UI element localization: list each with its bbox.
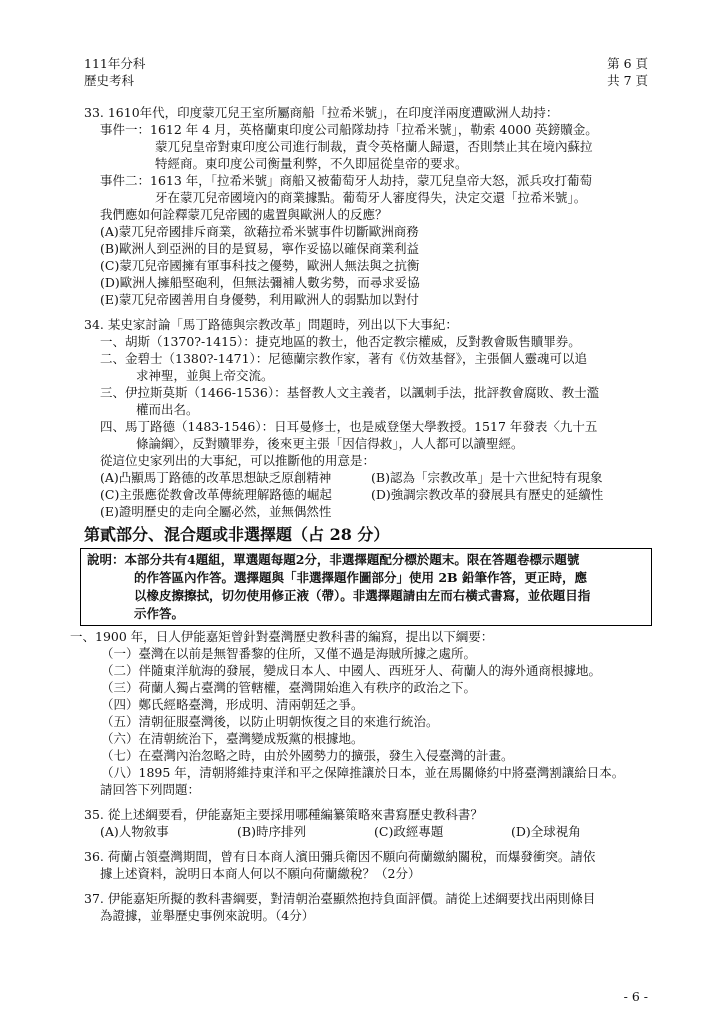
option-b[interactable]: (B)時序排列 [237,824,306,839]
question-stem: 34. 某史家討論「馬丁路德與宗教改革」問題時，列出以下大事紀： [84,317,458,332]
option-d[interactable]: (D)全球視角 [511,824,581,839]
timeline-item-cont: 權而出名。 [136,402,199,417]
header-left [84,55,145,89]
subject-name: 歷史考科 [84,73,135,88]
option-row [84,823,656,840]
page-number: 第 6 頁 [607,56,648,71]
question-stem-cont: 為證據，並舉歷史事例來說明。（4分） [100,908,315,923]
instructions-box [80,548,652,626]
question-stem: 37. 伊能嘉矩所擬的教科書綱要，對清朝治臺顯然抱持負面評價。請從上述綱要找出兩則條目 [84,891,596,906]
instructions-line: 以橡皮擦擦拭，切勿使用修正液（帶）。非選擇題請由左而右橫式書寫，並依題目指 [134,588,591,603]
question-prompt: 我們應如何詮釋蒙兀兒帝國的處置與歐洲人的反應？ [100,207,388,222]
instructions-line: 示作答。 [134,606,185,621]
page-footer-number: - 6 - [623,989,648,1004]
event-2-line: 事件二：1613 年，「拉希米號」商船又被葡萄牙人劫持，蒙兀兒皇帝大怒，派兵攻打葡萄 [100,173,593,188]
option-b[interactable]: (B)認為「宗教改革」是十六世紀特有現象 [371,470,603,485]
question-37 [84,890,656,924]
option-d[interactable]: (D)強調宗教改革的發展具有歷史的延續性 [371,487,604,502]
page-total: 共 7 頁 [607,73,648,88]
option-a[interactable]: (A)凸顯馬丁路德的改革思想缺乏原創精神 [100,470,332,485]
exam-year: 111年分科 [84,56,146,71]
question-stem-cont: 據上述資料，說明日本商人何以不願向荷蘭繳稅？（2分） [100,866,421,881]
timeline-item: 一、胡斯（1370?-1415）：捷克地區的教士，他否定教宗權威，反對教會販售贖罪券。 [100,334,581,349]
option-a[interactable]: (A)人物敘事 [100,824,169,839]
instructions-line: 的作答區內作答。選擇題與「非選擇題作圖部分」使用 2B 鉛筆作答，更正時，應 [134,570,587,585]
outline-item: （一）臺灣在以前是無智番黎的住所，又僅不過是海賊所據之處所。 [101,646,477,661]
option-c[interactable]: (C)蒙兀兒帝國擁有軍事科技之優勢，歐洲人無法與之抗衡 [100,258,420,273]
event-1-line: 事件一：1612 年 4 月，英格蘭東印度公司船隊劫持「拉希米號」，勒索 4000 英鎊贖金。 [100,122,598,137]
event-1-line: 蒙兀兒皇帝對東印度公司進行制裁，責令英格蘭人歸還，否則禁止其在境內蘇拉 [155,139,593,154]
outline-item: （八）1895 年，清朝將維持東洋和平之保障推讓於日本，並在馬關條約中將臺灣割讓給日本。 [101,765,625,780]
question-34 [84,316,656,520]
section-title: 第貳部分、混合題或非選擇題（占 28 分） [84,525,390,544]
timeline-item: 二、金碧士（1380?-1471）：尼德蘭宗教作家，著有《仿效基督》，主張個人靈魂可以追 [100,351,588,366]
page-content [70,104,656,924]
outline-item: （六）在清朝統治下，臺灣變成叛黨的根據地。 [101,731,364,746]
instructions-line: 說明：本部分共有4題組，單選題每題2分，非選擇題配分標於題末。限在答題卷標示題號 [87,552,580,567]
outline-item: （三）荷蘭人獨占臺灣的管轄權，臺灣開始進入有秩序的政治之下。 [101,680,477,695]
option-d[interactable]: (D)歐洲人擁船堅砲利，但無法彌補人數劣勢，而尋求妥協 [100,275,420,290]
outline-item: （五）清朝征服臺灣後，以防止明朝恢復之目的來進行統治。 [101,714,439,729]
event-1-line: 特經商。東印度公司衡量利弊，不久即屈從皇帝的要求。 [155,156,468,171]
timeline-item-cont: 條論綱〉，反對贖罪券，後來更主張「因信得救」，人人都可以讀聖經。 [136,436,524,451]
question-prompt: 從這位史家列出的大事紀，可以推斷他的用意是： [100,453,376,468]
option-row [84,469,656,486]
question-33 [84,104,656,308]
option-c[interactable]: (C)主張應從教會改革傳統理解路德的崛起 [100,487,332,502]
question-stem: 36. 荷蘭占領臺灣期間，曾有日本商人濱田彌兵衛因不願向荷蘭繳納關稅，而爆發衝突。請依 [84,849,596,864]
question-group-intro: 一、1900 年，日人伊能嘉矩曾針對臺灣歷史教科書的編寫，提出以下綱要： [70,629,494,644]
option-e[interactable]: (E)蒙兀兒帝國善用自身優勢，利用歐洲人的弱點加以對付 [100,292,419,307]
question-stem: 33. 1610年代，印度蒙兀兒王室所屬商船「拉希米號」，在印度洋兩度遭歐洲人劫持： [84,105,559,120]
timeline-item: 四、馬丁路德（1483-1546）：日耳曼修士，也是威登堡大學教授。1517 年發表〈九十五 [100,419,598,434]
header-right [607,55,648,89]
outline-item: （二）伴隨東洋航海的發展，變成日本人、中國人、西班牙人、荷蘭人的海外通商根據地。 [101,663,602,678]
outline-item: （七）在臺灣內治忽略之時，由於外國勢力的擴張，發生入侵臺灣的計畫。 [101,748,514,763]
option-e[interactable]: (E)證明歷史的走向全屬必然，並無偶然性 [100,504,332,519]
outline-item: （四）鄭氏經略臺灣，形成明、清兩朝廷之爭。 [101,697,364,712]
option-c[interactable]: (C)政經專題 [374,824,444,839]
option-a[interactable]: (A)蒙兀兒帝國排斥商業，欲藉拉希米號事件切斷歐洲商務 [100,224,419,239]
option-b[interactable]: (B)歐洲人到亞洲的目的是貿易，寧作妥協以確保商業利益 [100,241,419,256]
question-prompt: 請回答下列問題： [100,782,201,797]
timeline-item: 三、伊拉斯莫斯（1466-1536）：基督教人文主義者，以諷刺手法，批評教會腐敗、教士濫 [100,385,600,400]
timeline-item-cont: 求神聖，並與上帝交流。 [136,368,274,383]
question-35 [84,806,656,840]
option-row [84,486,656,503]
question-stem: 35. 從上述綱要看，伊能嘉矩主要採用哪種編纂策略來書寫歷史教科書？ [84,807,483,822]
question-36 [84,848,656,882]
event-2-line: 牙在蒙兀兒帝國境內的商業據點。葡萄牙人審度得失，決定交還「拉希米號」。 [155,190,587,205]
